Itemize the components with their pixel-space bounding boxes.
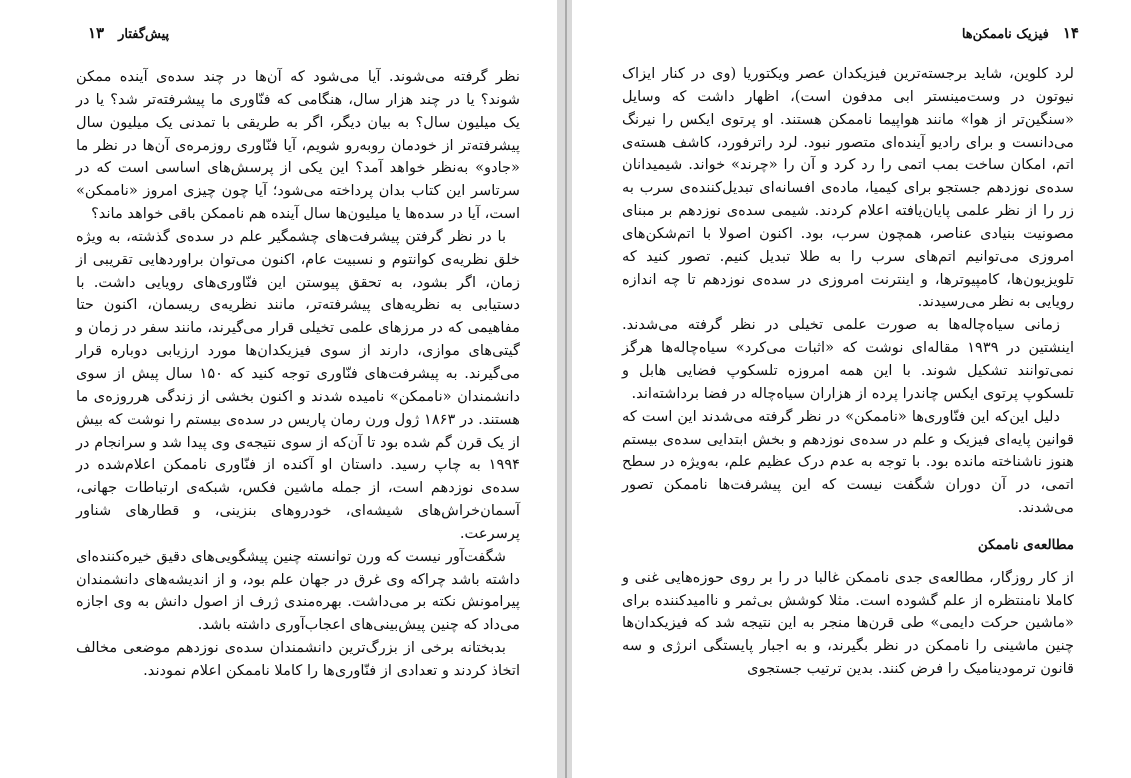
book-spine <box>557 0 572 778</box>
right-page-header <box>962 24 1079 46</box>
paragraph: دلیل این‌که این فنّاوری‌ها «ناممکن» در نظر گرفته می‌شدند این است که قوانین پایه‌ای فیزیک و علم در سده‌ی نوزدهم و بخش ابتدایی سده‌ی بیستم هنوز ناشناخته مانده بود. با توجه به عدم درک عظیم علم، به‌ویژه در سطح اتمی، در آن دوران شگفت نیست که این پیشرفت‌ها ناممکن تصور می‌شدند. <box>622 407 1074 517</box>
section-heading: مطالعه‌ی ناممکن <box>977 536 1074 553</box>
paragraph: نظر گرفته می‌شوند. آیا می‌شود که آن‌ها در چند سده‌ی آینده ممکن شوند؟ یا در چند هزار سال، هنگامی که فنّاوری ما پیشرفته‌تر شد؟ یا در یک میلیون سال؟ به بیان دیگر، اگر به طریقی با تمدنی یک میلیون سال پیشرفته‌تر از خودمان روبه‌رو شویم، آیا فنّاوری روزمره‌ی آن‌ها در نظر ما «جادو» به‌نظر خواهد آمد؟ این یکی از پرسش‌های اساسی است که در سرتاسر این کتاب بدان پرداخته می‌شود؛ آیا چون چیزی امروز «ناممکن» است، آیا در سده‌ها یا میلیون‌ها سال آینده هم ناممکن باقی خواهد ماند؟ <box>76 68 520 223</box>
paragraph: شگفت‌آور نیست که ورن توانسته چنین پیشگویی‌های دقیق خیره‌کننده‌ای داشته باشد چراکه وی غرق در جهان علم بود، و از اندیشه‌های دانشمندان پیرامونش نکته بر می‌داشت. بهره‌مندی ژرف از اصول دانش به وی اجازه می‌داد که چنین پیش‌بینی‌های اعجاب‌آوری داشته باشد. <box>76 547 520 634</box>
running-title: پیش‌گفتار <box>118 27 170 42</box>
left-page <box>0 0 557 778</box>
left-page-header <box>88 24 169 46</box>
paragraph: زمانی سیاه‌چاله‌ها به صورت علمی تخیلی در نظر گرفته می‌شدند. اینشتین در ۱۹۳۹ مقاله‌ای نوشت که «اثبات می‌کرد» سیاه‌چاله‌ها هرگز نمی‌توانند تشکیل شوند. با این همه امروزه تلسکوپ فضایی هابل و تلسکوپ پرتوی ایکس چاندرا پرده از هزاران سیاه‌چاله در فضا برداشته‌اند. <box>622 316 1075 402</box>
paragraph: لرد کلوین، شاید برجسته‌ترین فیزیکدان عصر ویکتوریا (وی در کنار ایزاک نیوتون در وست‌مینستر ابی مدفون است)، اظهار داشت که وسایل «سنگین‌تر از هوا» مانند هواپیما ناممکن هستند. او پرتوی ایکس را نیرنگ می‌دانست و برای رادیو آینده‌ای متصور نبود. لرد راترفورد، کاشف هسته‌ی اتم، امکان ساخت بمب اتمی را رد کرد و آن را «چرند» خواند. شیمیدانان سده‌ی نوزدهم جستجو برای کیمیا، ماده‌ی افسانه‌ای تبدیل‌کننده‌ی سرب به زر را از نظر علمی پایان‌یافته اعلام کردند. شیمی سده‌ی نوزدهم بر مبنای مصونیت بنیادی عناصر، همچون سرب، بود. اکنون اصولا با اتم‌شکن‌های امروزی می‌توانیم اتم‌های سرب را به طلا تبدیل کنیم. تصور کنید که تلویزیون‌ها، کامپیوترها، و اینترنت امروزی در سده‌ی نوزدهم تا چه اندازه رویایی به نظر می‌رسیدند. <box>622 65 1074 311</box>
page-number: ۱۳ <box>88 24 105 42</box>
left-page-body <box>76 66 520 683</box>
right-page <box>572 0 1131 778</box>
page-number: ۱۴ <box>1062 24 1079 42</box>
running-title: فیزیک ناممکن‌ها <box>961 27 1049 42</box>
spine-divider <box>565 0 567 778</box>
right-page-body <box>622 63 1074 681</box>
paragraph: از کار روزگار، مطالعه‌ی جدی ناممکن غالبا در را بر روی حوزه‌هایی غنی و کاملا نامنتظره از علم گشوده است. مثلا کوشش بی‌ثمر و ناامیدکننده برای «ماشین حرکت دایمی» طی قرن‌ها منجر به این نتیجه شد که فیزیکدان‌ها چنین ماشینی را ناممکن در نظر بگیرند، و به اجبار پایستگی انرژی و سه قانون ترمودینامیک را فرض کنند. بدین ترتیب جستجوی <box>622 568 1074 678</box>
paragraph: با در نظر گرفتن پیشرفت‌های چشمگیر علم در سده‌ی گذشته، به ویژه خلق نظریه‌ی کوانتوم و نسبیت عام، اکنون می‌توان براوردهایی تقریبی از زمان، اگر بشود، به تحقق پیوستن این فنّاوری‌های رویایی داشت. با دستیابی به نظریه‌های پیشرفته‌تر، مانند نظریه‌ی ریسمان، اکنون حتا مفاهیمی که در مرزهای علمی تخیلی قرار می‌گیرند، مانند سفر در زمان و گیتی‌های موازی، دارند از سوی فیزیکدان‌ها مورد ارزیابی دوباره قرار می‌گیرند. به پیشرفت‌های فنّاوری توجه کنید که ۱۵۰ سال پیش از سوی دانشمندان «ناممکن» نامیده شدند و اکنون بخشی از زندگی هرروزه‌ی ما هستند. در ۱۸۶۳ ژول ورن رمان پاریس در سده‌ی بیستم را نوشت که بیش از یک قرن گم شده بود تا آن‌که از سوی نتیجه‌ی وی پیدا شد و سرانجام در ۱۹۹۴ به چاپ رسید. داستان او آکنده از فنّاوری ناممکن اعلام‌شده در سده‌ی نوزدهم است، از جمله ماشین فکس، شبکه‌ی ارتباطات جهانی، آسمان‌خراش‌های شیشه‌ای، خودروهای بنزینی، و قطارهای شناور پرسرعت. <box>75 227 520 542</box>
paragraph: بدبختانه برخی از بزرگ‌ترین دانشمندان سده‌ی نوزدهم موضعی مخالف اتخاذ کردند و تعدادی از فنّاوری‌ها را کاملا ناممکن اعلام نمودند. <box>76 639 520 679</box>
